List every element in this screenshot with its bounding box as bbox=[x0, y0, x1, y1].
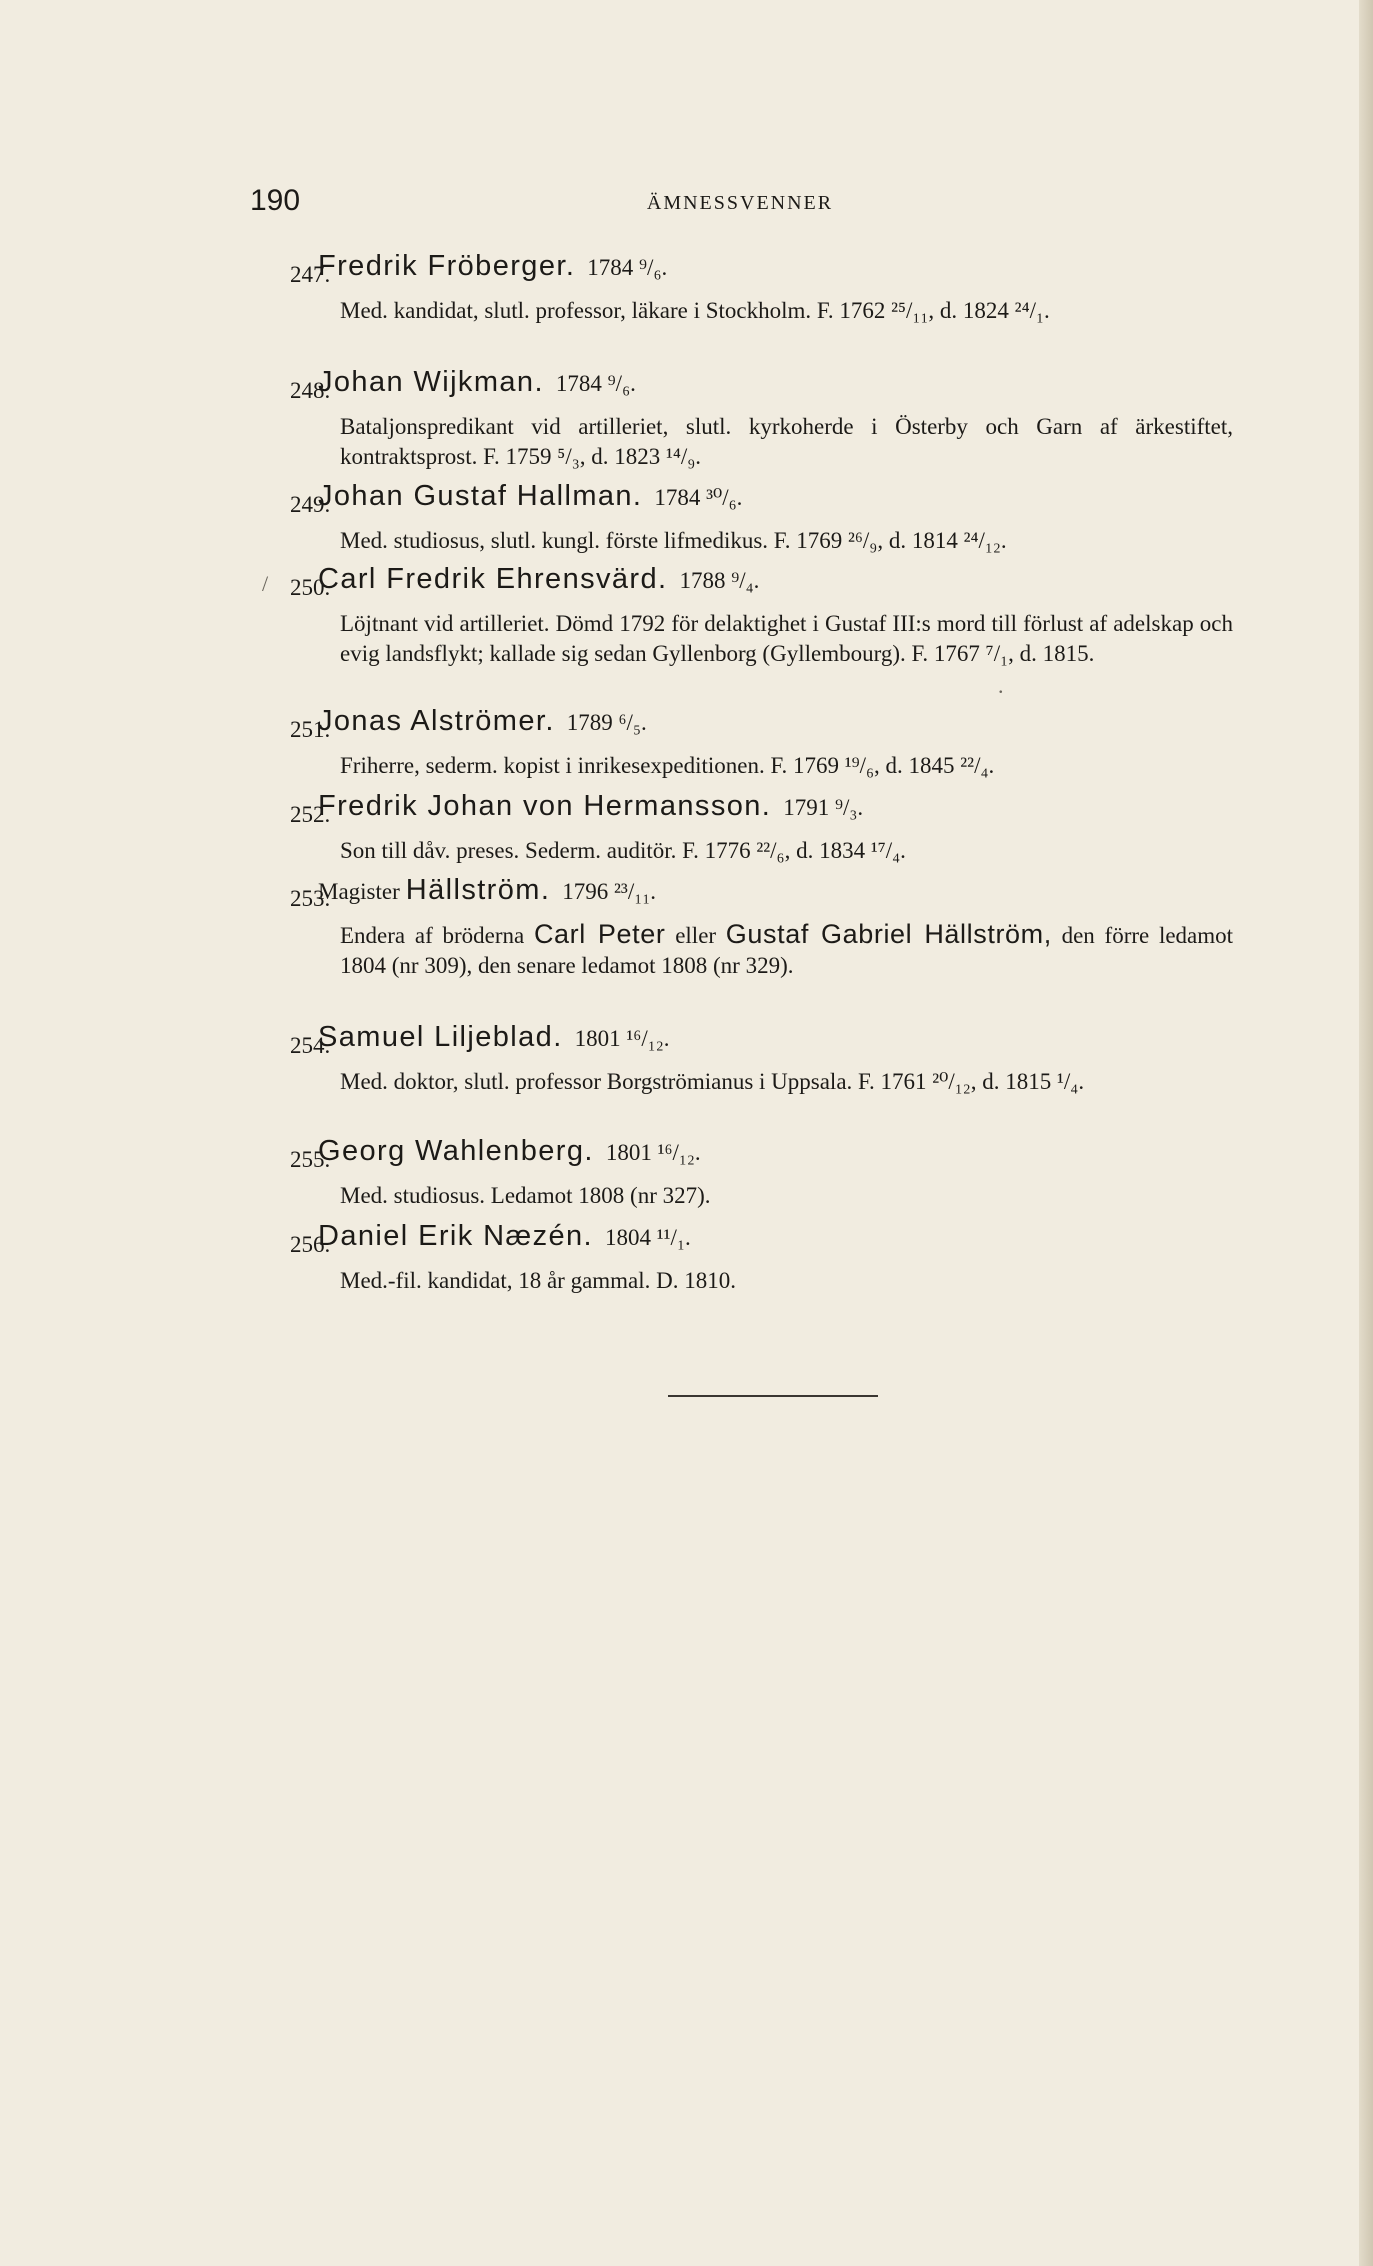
entry-name: Daniel Erik Næzén. bbox=[318, 1220, 594, 1252]
entry-247 bbox=[0, 250, 1373, 326]
stray-dot: . bbox=[998, 673, 1004, 698]
entry-title bbox=[318, 705, 647, 738]
entry-name: Fredrik Fröberger. bbox=[318, 250, 576, 282]
entry-title bbox=[318, 563, 759, 596]
entry-250 bbox=[0, 563, 1373, 668]
entry-body: Med. kandidat, slutl. professor, läkare i Stockholm. F. 1762 ²⁵/₁₁, d. 1824 ²⁴/₁. bbox=[340, 298, 1050, 323]
entry-name: Johan Gustaf Hallman. bbox=[318, 480, 643, 512]
entry-date: 1801 ¹⁶/₁₂. bbox=[605, 1140, 701, 1165]
entry-254 bbox=[0, 1021, 1373, 1097]
entry-number: 249. bbox=[290, 492, 331, 517]
entry-body: Med.-fil. kandidat, 18 år gammal. D. 1810. bbox=[340, 1268, 737, 1293]
entry-252 bbox=[0, 790, 1373, 866]
entry-255 bbox=[0, 1135, 1373, 1211]
entry-heading bbox=[0, 563, 1373, 609]
entry-date: 1788 ⁹/₄. bbox=[679, 568, 760, 593]
entry-body: Löjtnant vid artilleriet. Dömd 1792 för delaktighet i Gustaf III:s mord till förlust af adelskap och evig landsflykt; kallade sig sedan Gyllenborg (Gyllembourg). F. 1767 ⁷/₁, d. 1815. bbox=[340, 611, 1233, 666]
page-header bbox=[250, 184, 1230, 224]
entry-number: 252. bbox=[290, 802, 331, 827]
entry-heading bbox=[0, 705, 1373, 751]
entry-title bbox=[318, 1220, 691, 1253]
entry-title bbox=[318, 1135, 701, 1168]
entry-date: 1804 ¹¹/₁. bbox=[605, 1225, 691, 1250]
entry-date: 1784 ⁹/₆. bbox=[555, 371, 636, 396]
entry-date: 1801 ¹⁶/₁₂. bbox=[574, 1026, 670, 1051]
entry-number: 255. bbox=[290, 1147, 331, 1172]
entry-number: 253. bbox=[290, 886, 331, 911]
margin-tick: / bbox=[262, 571, 269, 596]
page-edge bbox=[1359, 0, 1373, 2266]
entry-name: Jonas Alströmer. bbox=[318, 705, 555, 737]
entry-title bbox=[318, 874, 656, 907]
person-name: Carl Peter bbox=[533, 919, 666, 949]
entry-253 bbox=[0, 874, 1373, 980]
entry-date: 1791 ⁹/₃. bbox=[783, 795, 864, 820]
entry-title bbox=[318, 366, 636, 399]
body-text: eller bbox=[675, 923, 717, 948]
entry-body: Bataljonspredikant vid artilleriet, slutl. kyrkoherde i Österby och Garn af ärkestiftet, kontraktsprost. F. 1759 ⁵/₃, d. 1823 ¹⁴/₉. bbox=[340, 414, 1233, 469]
entry-body: Son till dåv. preses. Sederm. auditör. F. 1776 ²²/₆, d. 1834 ¹⁷/₄. bbox=[340, 838, 906, 863]
entry-251 bbox=[0, 705, 1373, 781]
entry-date: 1784 ³⁰/₆. bbox=[654, 485, 743, 510]
entry-name: Georg Wahlenberg. bbox=[318, 1135, 594, 1167]
entry-name: Fredrik Johan von Hermansson. bbox=[318, 790, 772, 822]
entry-249 bbox=[0, 480, 1373, 556]
entry-prefix: Magister bbox=[318, 879, 400, 904]
entry-name: Johan Wijkman. bbox=[318, 366, 544, 398]
page-number: 190 bbox=[250, 184, 301, 217]
entry-number: 250. bbox=[290, 575, 331, 600]
body-text: Endera af bröderna bbox=[340, 923, 525, 948]
entry-heading bbox=[0, 1135, 1373, 1181]
entry-title bbox=[318, 480, 742, 513]
entry-number: 248. bbox=[290, 378, 331, 403]
body-text: den förre ledamot 1804 (nr 309), den senare ledamot 1808 (nr 329). bbox=[340, 923, 1234, 978]
entry-heading bbox=[0, 790, 1373, 836]
entry-title bbox=[318, 250, 667, 283]
entry-date: 1784 ⁹/₆. bbox=[587, 255, 668, 280]
entry-name: Hällström. bbox=[405, 874, 551, 906]
entry-heading bbox=[0, 366, 1373, 412]
person-name: Gustaf Gabriel Hällström, bbox=[725, 919, 1052, 949]
entry-body: Med. studiosus. Ledamot 1808 (nr 327). bbox=[340, 1183, 711, 1208]
entry-name: Carl Fredrik Ehrensvärd. bbox=[318, 563, 668, 595]
entry-number: 256. bbox=[290, 1232, 331, 1257]
entry-date: 1789 ⁶/₅. bbox=[566, 710, 647, 735]
entry-body: Friherre, sederm. kopist i inrikesexpeditionen. F. 1769 ¹⁹/₆, d. 1845 ²²/₄. bbox=[340, 753, 995, 778]
entry-number: 254. bbox=[290, 1033, 331, 1058]
entry-body: Med. doktor, slutl. professor Borgströmianus i Uppsala. F. 1761 ²⁰/₁₂, d. 1815 ¹/₄. bbox=[340, 1069, 1085, 1094]
entry-heading bbox=[0, 1220, 1373, 1266]
entry-number: 247. bbox=[290, 262, 331, 287]
entry-heading bbox=[0, 480, 1373, 526]
entry-title bbox=[318, 1021, 670, 1054]
entry-date: 1796 ²³/₁₁. bbox=[562, 879, 656, 904]
entry-body: Med. studiosus, slutl. kungl. förste lifmedikus. F. 1769 ²⁶/₉, d. 1814 ²⁴/₁₂. bbox=[340, 528, 1007, 553]
entry-heading bbox=[0, 874, 1373, 920]
entry-name: Samuel Liljeblad. bbox=[318, 1021, 563, 1053]
end-rule bbox=[668, 1395, 878, 1397]
entry-number: 251. bbox=[290, 717, 331, 742]
entry-256 bbox=[0, 1220, 1373, 1296]
entry-248 bbox=[0, 366, 1373, 471]
entry-body bbox=[340, 920, 1233, 980]
running-head: ÄMNESSVENNER bbox=[646, 192, 834, 214]
entry-heading bbox=[0, 1021, 1373, 1067]
entry-heading bbox=[0, 250, 1373, 296]
entry-title bbox=[318, 790, 863, 823]
